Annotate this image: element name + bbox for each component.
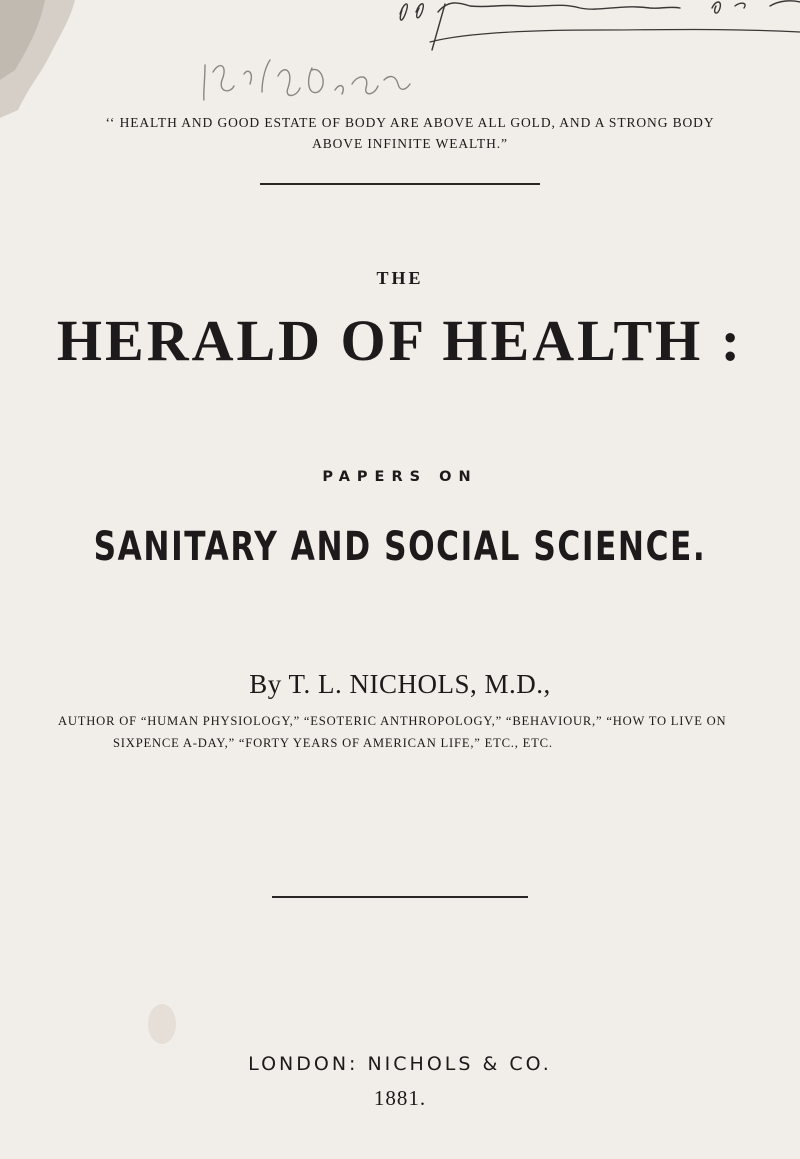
epigraph: ‘‘ HEALTH AND GOOD ESTATE OF BODY ARE ABOVE ALL GOLD, AND A STRONG BODY ABOVE INFINITE WEALTH.” — [105, 115, 715, 151]
divider-rule-top — [260, 183, 540, 185]
subtitle-papers-on: PAPERS ON — [322, 469, 478, 485]
title-prefix: THE — [376, 268, 424, 288]
author-credits — [58, 710, 770, 754]
author-name: T. L. NICHOLS, M.D., — [288, 669, 551, 699]
paper-stain-mid-left — [140, 1000, 180, 1050]
credits-line-1: AUTHOR OF “HUMAN PHYSIOLOGY,” “ESOTERIC ANTHROPOLOGY,” “BEHAVIOUR,” “HOW TO LIVE ON — [58, 714, 727, 728]
credits-line-2: SIXPENCE A-DAY,” “FORTY YEARS OF AMERICAN LIFE,” ETC., ETC. — [113, 736, 553, 750]
subtitle-subject: SANITARY AND SOCIAL SCIENCE. — [93, 524, 707, 570]
book-title: HERALD OF HEALTH : — [56, 308, 744, 373]
byline-by: By — [249, 669, 282, 699]
author-byline — [0, 669, 800, 700]
divider-rule-bottom — [272, 896, 528, 898]
publication-year: 1881. — [373, 1086, 427, 1110]
publisher-imprint: LONDON: NICHOLS & CO. — [248, 1053, 552, 1075]
handwritten-inscription — [0, 0, 800, 115]
